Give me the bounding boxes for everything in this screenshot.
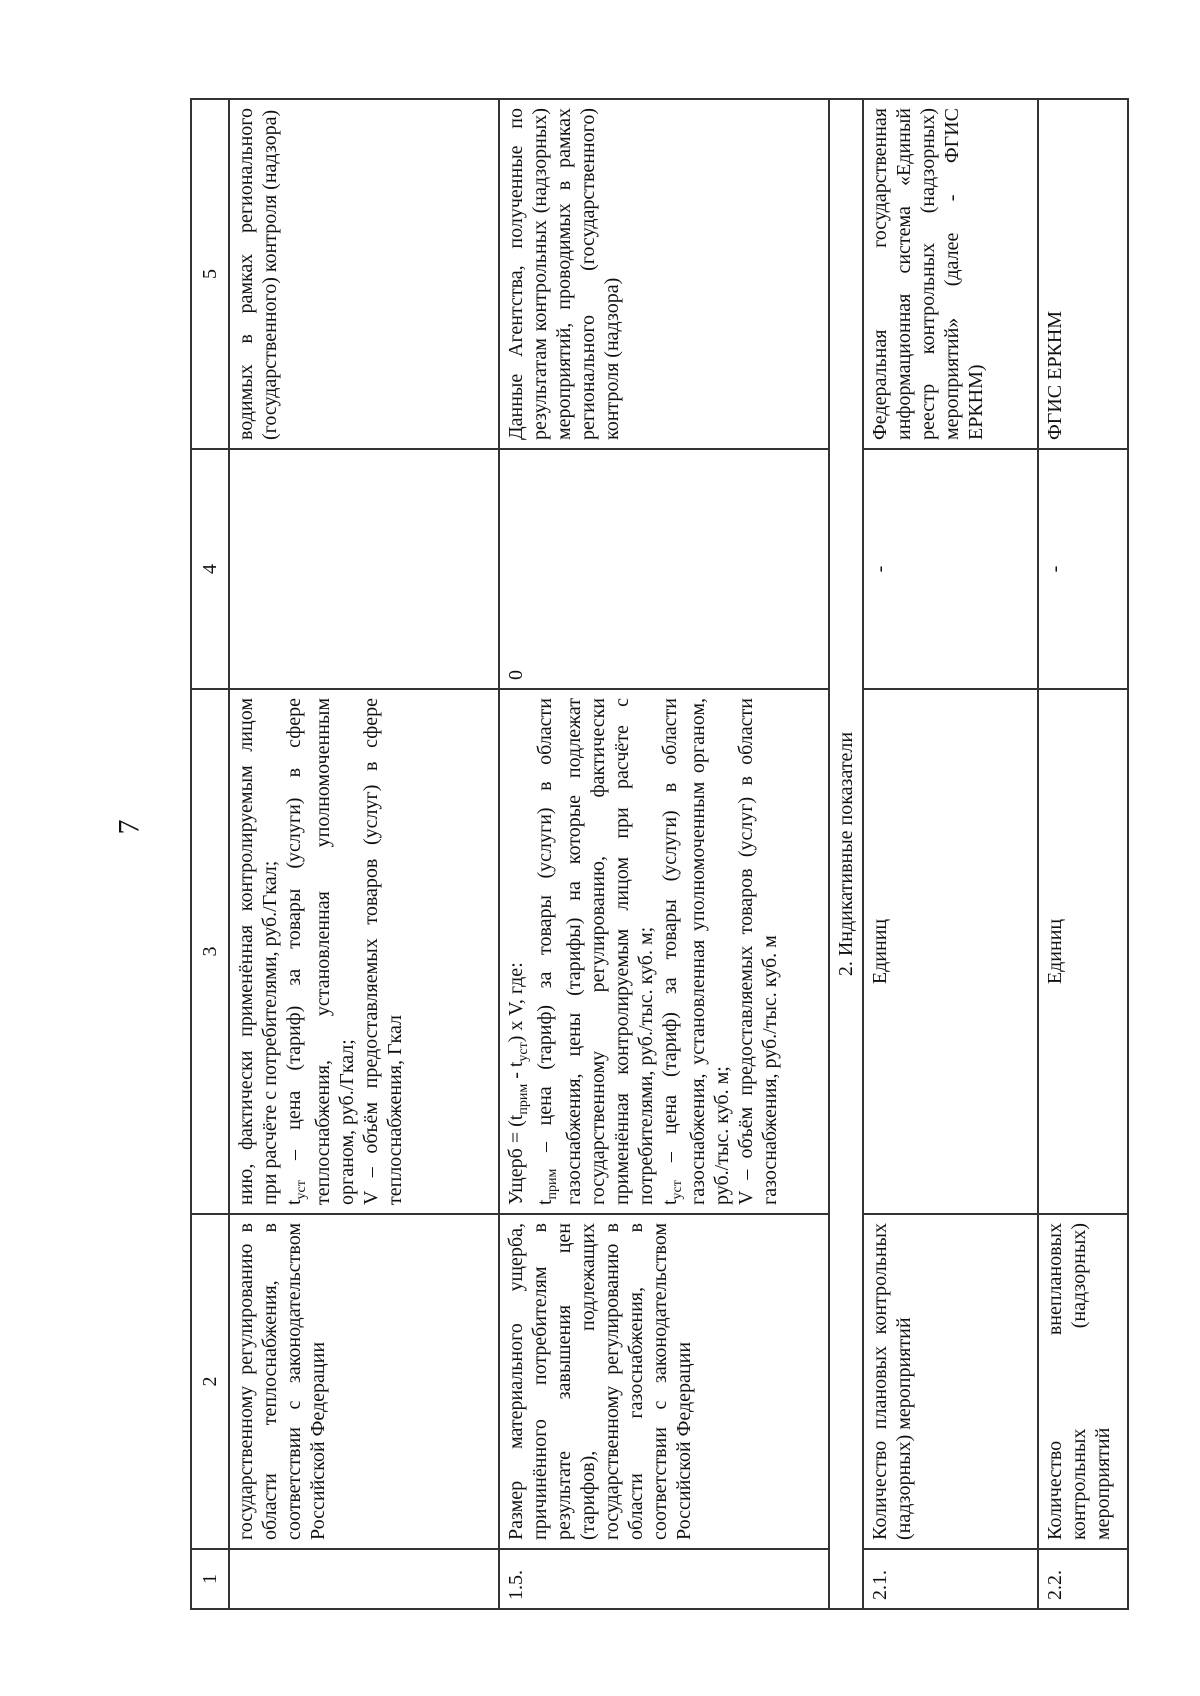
formula-line: V – объём предоставляемых товаров (услуг) в области газоснабжения, руб./тыс. куб. м — [735, 698, 782, 1205]
cont-formula-line: $t_{уст}$ – цена (тариф) за товары (услуги) в сфере теплоснабжения, установленная уполномоченным органом, руб./Гкал; — [283, 698, 358, 1205]
header-col-5: 5 — [191, 99, 229, 449]
rotated-table-container — [190, 100, 1190, 1610]
section-2-title: 2. Индикативные показатели — [829, 99, 863, 1609]
row-2-1-value: - — [863, 449, 1038, 689]
header-row — [191, 99, 229, 1609]
row-2-2-indicator: Количество внеплановых контрольных (надзорных) мероприятий — [1038, 1214, 1128, 1549]
table-row — [229, 99, 499, 1609]
table-row — [1038, 99, 1128, 1609]
header-col-4: 4 — [191, 449, 229, 689]
cont-formula — [229, 689, 499, 1214]
row-1-5-value: 0 — [499, 449, 829, 689]
row-2-2-unit: Единиц — [1038, 689, 1128, 1214]
header-col-2: 2 — [191, 1214, 229, 1549]
formula-line: $t_{прим}$ – цена (тариф) за товары (услуги) в области газоснабжения, цены (тарифы) на которые подлежат государственному регулированию, фактически применённая контролируемым лицом при расчёте с потребителями, руб./тыс. куб. м; — [533, 698, 657, 1205]
cont-number — [229, 1549, 499, 1609]
row-2-2-number: 2.2. — [1038, 1549, 1128, 1609]
row-2-1-unit: Единиц — [863, 689, 1038, 1214]
row-1-5-indicator: Размер материального ущерба, причинённого потребителям в результате завышения цен (тарифов), подлежащих государственному регулированию в области газоснабжения, в соответствии с законодательством Российской Федерации — [499, 1214, 829, 1549]
indicators-table — [190, 98, 1129, 1610]
cont-formula-line: нию, фактически применённая контролируемым лицом при расчёте с потребителями, руб./Гкал; — [235, 698, 281, 1205]
row-2-2-value: - — [1038, 449, 1128, 689]
header-col-1: 1 — [191, 1549, 229, 1609]
row-2-1-source: Федеральная государственная информационная система «Единый реестр контрольных (надзорных) мероприятий» (далее - ФГИС ЕРКНМ) — [863, 99, 1038, 449]
row-1-5-source: Данные Агентства, полученные по результатам контрольных (надзорных) мероприятий, проводимых в рамках регионального (государственного) контроля (надзора) — [499, 99, 829, 449]
row-1-5-number: 1.5. — [499, 1549, 829, 1609]
cont-formula-line: V – объём предоставляемых товаров (услуг) в сфере теплоснабжения, Гкал — [359, 698, 406, 1205]
row-2-1-number: 2.1. — [863, 1549, 1038, 1609]
row-2-2-source: ФГИС ЕРКНМ — [1038, 99, 1128, 449]
formula-main: Ущерб = $(t_{прим} - t_{уст})$ x V, где: — [505, 962, 531, 1205]
row-2-1-indicator: Количество плановых контрольных (надзорных) мероприятий — [863, 1214, 1038, 1549]
formula-line: $t_{уст}$ – цена (тариф) за товары (услуги) в области газоснабжения, установленная уполномоченным органом, руб./тыс. куб. м; — [658, 698, 734, 1205]
header-col-3: 3 — [191, 689, 229, 1214]
page-number: 7 — [112, 819, 146, 835]
table-row — [499, 99, 829, 1609]
row-1-5-formula — [499, 689, 829, 1214]
cont-source: водимых в рамках регионального (государственного) контроля (надзора) — [229, 99, 499, 449]
section-row — [829, 99, 863, 1609]
cont-value — [229, 449, 499, 689]
cont-indicator: государственному регулированию в области теплоснабжения, в соответствии с законодательством Российской Федерации — [229, 1214, 499, 1549]
table-row — [863, 99, 1038, 1609]
